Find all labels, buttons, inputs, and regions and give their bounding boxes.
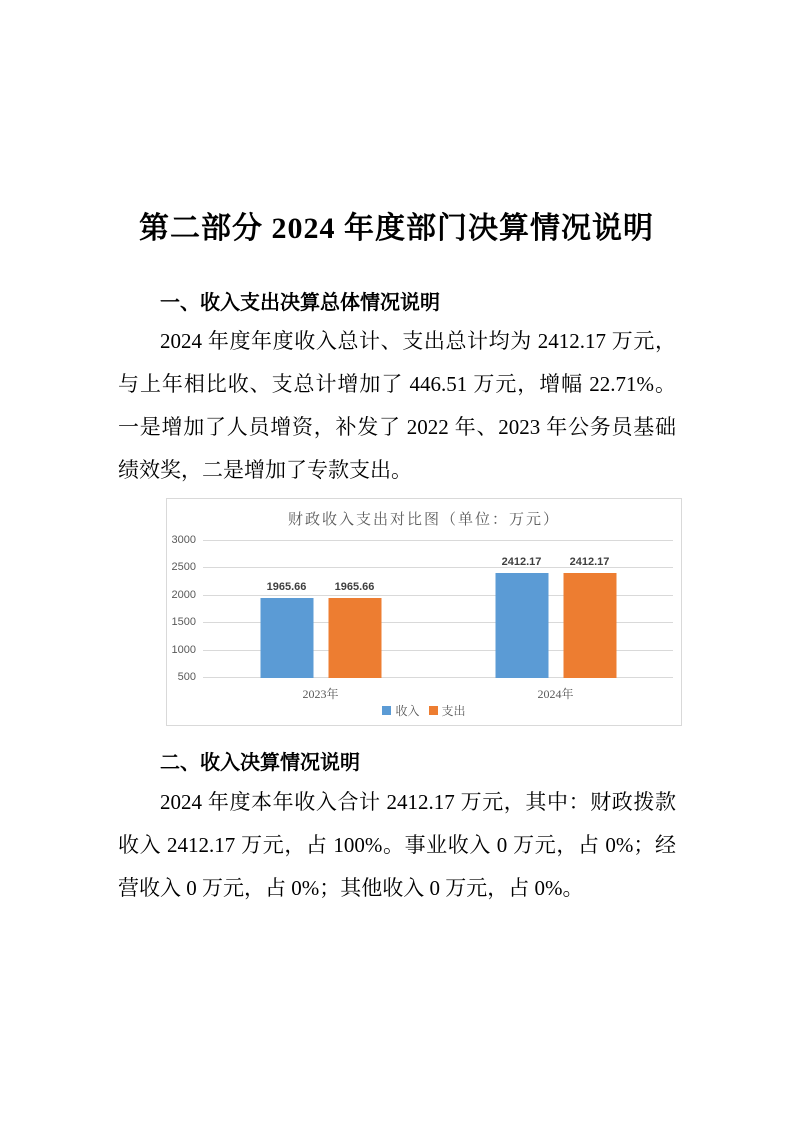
y-axis-tick-label: 3000 <box>171 534 196 546</box>
legend-item-支出 <box>429 702 466 719</box>
bar-支出-2023年 <box>328 580 381 678</box>
chart-legend <box>167 702 681 719</box>
y-axis-tick-label: 2500 <box>171 561 196 574</box>
section-2-paragraph: 2024 年度本年收入合计 2412.17 万元，其中：财政拨款收入 2412.17 万元，占 100%。事业收入 0 万元，占 0%；经营收入 0 万元，占 0%；其他收入 0 万元，占 0%。 <box>118 790 676 900</box>
income-expense-bar-chart <box>166 498 682 726</box>
legend-label: 收入 <box>395 704 420 718</box>
x-axis-category-label: 2023年 <box>302 687 339 701</box>
bar-group-2024年 <box>495 556 616 701</box>
bar-value-label: 2412.17 <box>501 556 542 569</box>
document-title: 第二部分 2024 年度部门决算情况说明 <box>139 212 654 245</box>
chart-title: 财政收入支出对比图（单位：万元） <box>287 512 560 528</box>
section-heading-1: 一、收入支出决算总体情况说明 <box>160 292 440 314</box>
chart-y-axis <box>167 534 198 683</box>
y-axis-tick-label: 1000 <box>171 643 196 656</box>
chart-plot-area <box>203 541 673 701</box>
bar-支出-2024年 <box>563 556 616 678</box>
bar-group-2023年 <box>260 580 381 701</box>
bar-value-label: 1965.66 <box>266 580 307 593</box>
legend-label: 支出 <box>441 704 466 718</box>
legend-swatch-icon <box>382 706 391 715</box>
legend-item-收入 <box>382 702 419 719</box>
bar-value-label: 1965.66 <box>334 580 375 593</box>
y-axis-tick-label: 500 <box>177 671 196 683</box>
bar-收入-2023年 <box>260 580 313 678</box>
section-heading-2: 二、收入决算情况说明 <box>160 752 360 774</box>
bar-value-label: 2412.17 <box>569 556 610 569</box>
section-1-paragraph: 2024 年度年度收入总计、支出总计均为 2412.17 万元，与上年相比收、支总计增加了 446.51 万元，增幅 22.71%。一是增加了人员增资，补发了 2022 年、2023 年公务员基础绩效奖，二是增加了专款支出。 <box>118 329 676 482</box>
legend-swatch-icon <box>429 706 438 715</box>
y-axis-tick-label: 1500 <box>171 616 196 629</box>
gridline <box>203 540 673 541</box>
y-axis-tick-label: 2000 <box>171 588 196 601</box>
x-axis-category-label: 2024年 <box>537 687 574 701</box>
bar-收入-2024年 <box>495 556 548 678</box>
